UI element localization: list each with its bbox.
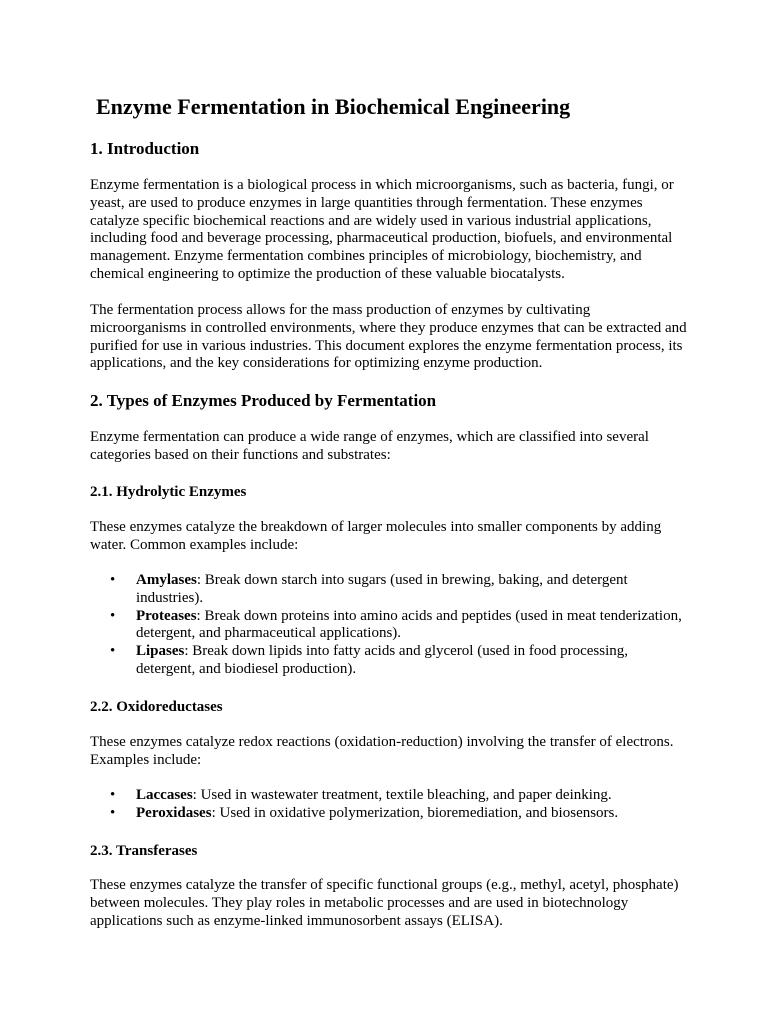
list-item-proteases (90, 608, 690, 644)
term-amylases: Amylases (136, 572, 197, 588)
bullet-icon: • (110, 643, 116, 660)
list-hydrolytic-enzymes (90, 572, 690, 679)
paragraph-types-1: Enzyme fermentation can produce a wide range of enzymes, which are classified into several categories based on their functions and substrates: (90, 429, 649, 463)
bullet-icon: • (110, 572, 116, 588)
paragraph-intro-1: Enzyme fermentation is a biological process in which microorganisms, such as bacteria, fungi, or yeast, are used to produce enzymes in large quantities through fermentation. These enzymes catalyze specific biochemical reactions and are widely used in various industrial applications, including food and beverage processing, pharmaceutical production, biofuels, and environmental management. Enzyme fermentation combines principles of microbiology, biochemistry, and chemical engineering to optimize the production of these valuable biocatalysts. (90, 177, 674, 282)
section-heading-types: 2. Types of Enzymes Produced by Fermentation (90, 391, 437, 410)
desc-amylases: : Break down starch into sugars (used in brewing, baking, and detergent industries). (136, 572, 628, 606)
paragraph-hydrolytic-1: These enzymes catalyze the breakdown of larger molecules into smaller components by adding water. Common examples include: (90, 519, 662, 553)
subsection-heading-oxidoreductases: 2.2. Oxidoreductases (90, 699, 223, 715)
bullet-icon: • (110, 804, 116, 821)
document-title: Enzyme Fermentation in Biochemical Engineering (96, 94, 571, 119)
paragraph-intro-2: The fermentation process allows for the mass production of enzymes by cultivating microorganisms in controlled environments, where they produce enzymes that can be extracted and purified for use in various industries. This document explores the enzyme fermentation process, its applications, and the key considerations for optimizing enzyme production. (90, 302, 687, 372)
subsection-heading-transferases: 2.3. Transferases (90, 843, 198, 859)
list-item-peroxidases (90, 805, 690, 823)
term-lipases: Lipases (136, 643, 185, 660)
section-heading-introduction: 1. Introduction (90, 139, 200, 158)
list-item-laccases (90, 787, 690, 805)
subsection-heading-hydrolytic: 2.1. Hydrolytic Enzymes (90, 484, 247, 500)
term-laccases: Laccases (136, 787, 193, 803)
desc-proteases: : Break down proteins into amino acids and peptides (used in meat tenderization, detergent, and pharmaceutical applications). (136, 607, 682, 642)
paragraph-oxido-1: These enzymes catalyze redox reactions (oxidation-reduction) involving the transfer of electrons. Examples include: (90, 734, 674, 768)
desc-peroxidases: : Used in oxidative polymerization, bioremediation, and biosensors. (211, 804, 619, 821)
term-proteases: Proteases (136, 607, 197, 624)
list-item-amylases (90, 572, 690, 608)
list-item-lipases (90, 643, 690, 679)
desc-laccases: : Used in wastewater treatment, textile bleaching, and paper deinking. (192, 787, 612, 803)
bullet-icon: • (110, 787, 116, 803)
term-peroxidases: Peroxidases (136, 804, 212, 821)
paragraph-transferases-1: These enzymes catalyze the transfer of specific functional groups (e.g., methyl, acetyl, phosphate) between molecules. They play roles in metabolic processes and are used in biotechnology applications such as enzyme-linked immunosorbent assays (ELISA). (90, 877, 679, 929)
list-oxidoreductases (90, 787, 690, 823)
bullet-icon: • (110, 607, 116, 624)
desc-lipases: : Break down lipids into fatty acids and glycerol (used in food processing, detergent, and biodiesel production). (136, 643, 629, 677)
